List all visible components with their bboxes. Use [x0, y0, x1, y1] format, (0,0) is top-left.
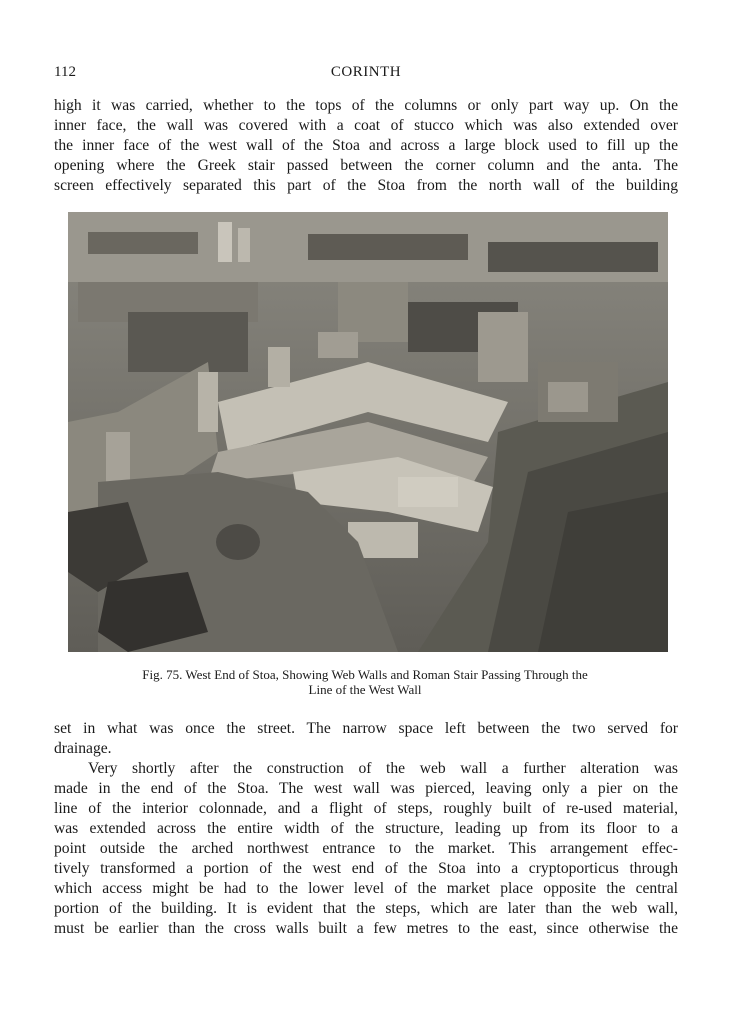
text-line: tively transformed a portion of the west end of the Stoa into a cryptoporticus through	[54, 860, 678, 877]
text-line: Very shortly after the construction of the web wall a further alteration was	[88, 760, 678, 777]
figure-caption	[70, 667, 660, 697]
text-line: screen effectively separated this part of the Stoa from the north wall of the building	[54, 177, 678, 194]
paragraph-last	[54, 759, 678, 939]
caption-line: Fig. 75. West End of Stoa, Showing Web Walls and Roman Stair Passing Through the	[142, 667, 588, 682]
text-line: opening where the Greek stair passed between the corner column and the anta. The	[54, 157, 678, 174]
text-line: must be earlier than the cross walls built a few metres to the east, since otherwise the	[54, 920, 678, 937]
text-line: portion of the building. It is evident that the steps, which are later than the web wall,	[54, 900, 678, 917]
text-line: set in what was once the street. The narrow space left between the two served for	[54, 720, 678, 737]
text-line: inner face, the wall was covered with a coat of stucco which was also extended over	[54, 117, 678, 134]
figure-photograph	[68, 212, 668, 652]
text-line: high it was carried, whether to the tops of the columns or only part way up. On the	[54, 97, 678, 114]
text-line: was extended across the entire width of the structure, leading up from its floor to a	[54, 820, 678, 837]
caption-line: Line of the West Wall	[308, 682, 422, 697]
paragraph-after-figure	[54, 719, 678, 759]
page-header	[54, 62, 678, 82]
running-title: CORINTH	[330, 64, 402, 80]
text-line: made in the end of the Stoa. The west wall was pierced, leaving only a pier on the	[54, 780, 678, 797]
text-line: which access might be had to the lower level of the market place opposite the central	[54, 880, 678, 897]
text-line: point outside the arched northwest entrance to the market. This arrangement effec-	[54, 840, 678, 857]
text-line: the inner face of the west wall of the Stoa and across a large block used to fill up the	[54, 137, 678, 154]
page-number: 112	[54, 64, 76, 80]
ruins-photo-illustration	[68, 212, 668, 652]
text-line: line of the interior colonnade, and a flight of steps, roughly built of re-used material,	[54, 800, 678, 817]
text-line: drainage.	[54, 740, 112, 757]
paragraph-top	[54, 96, 678, 196]
